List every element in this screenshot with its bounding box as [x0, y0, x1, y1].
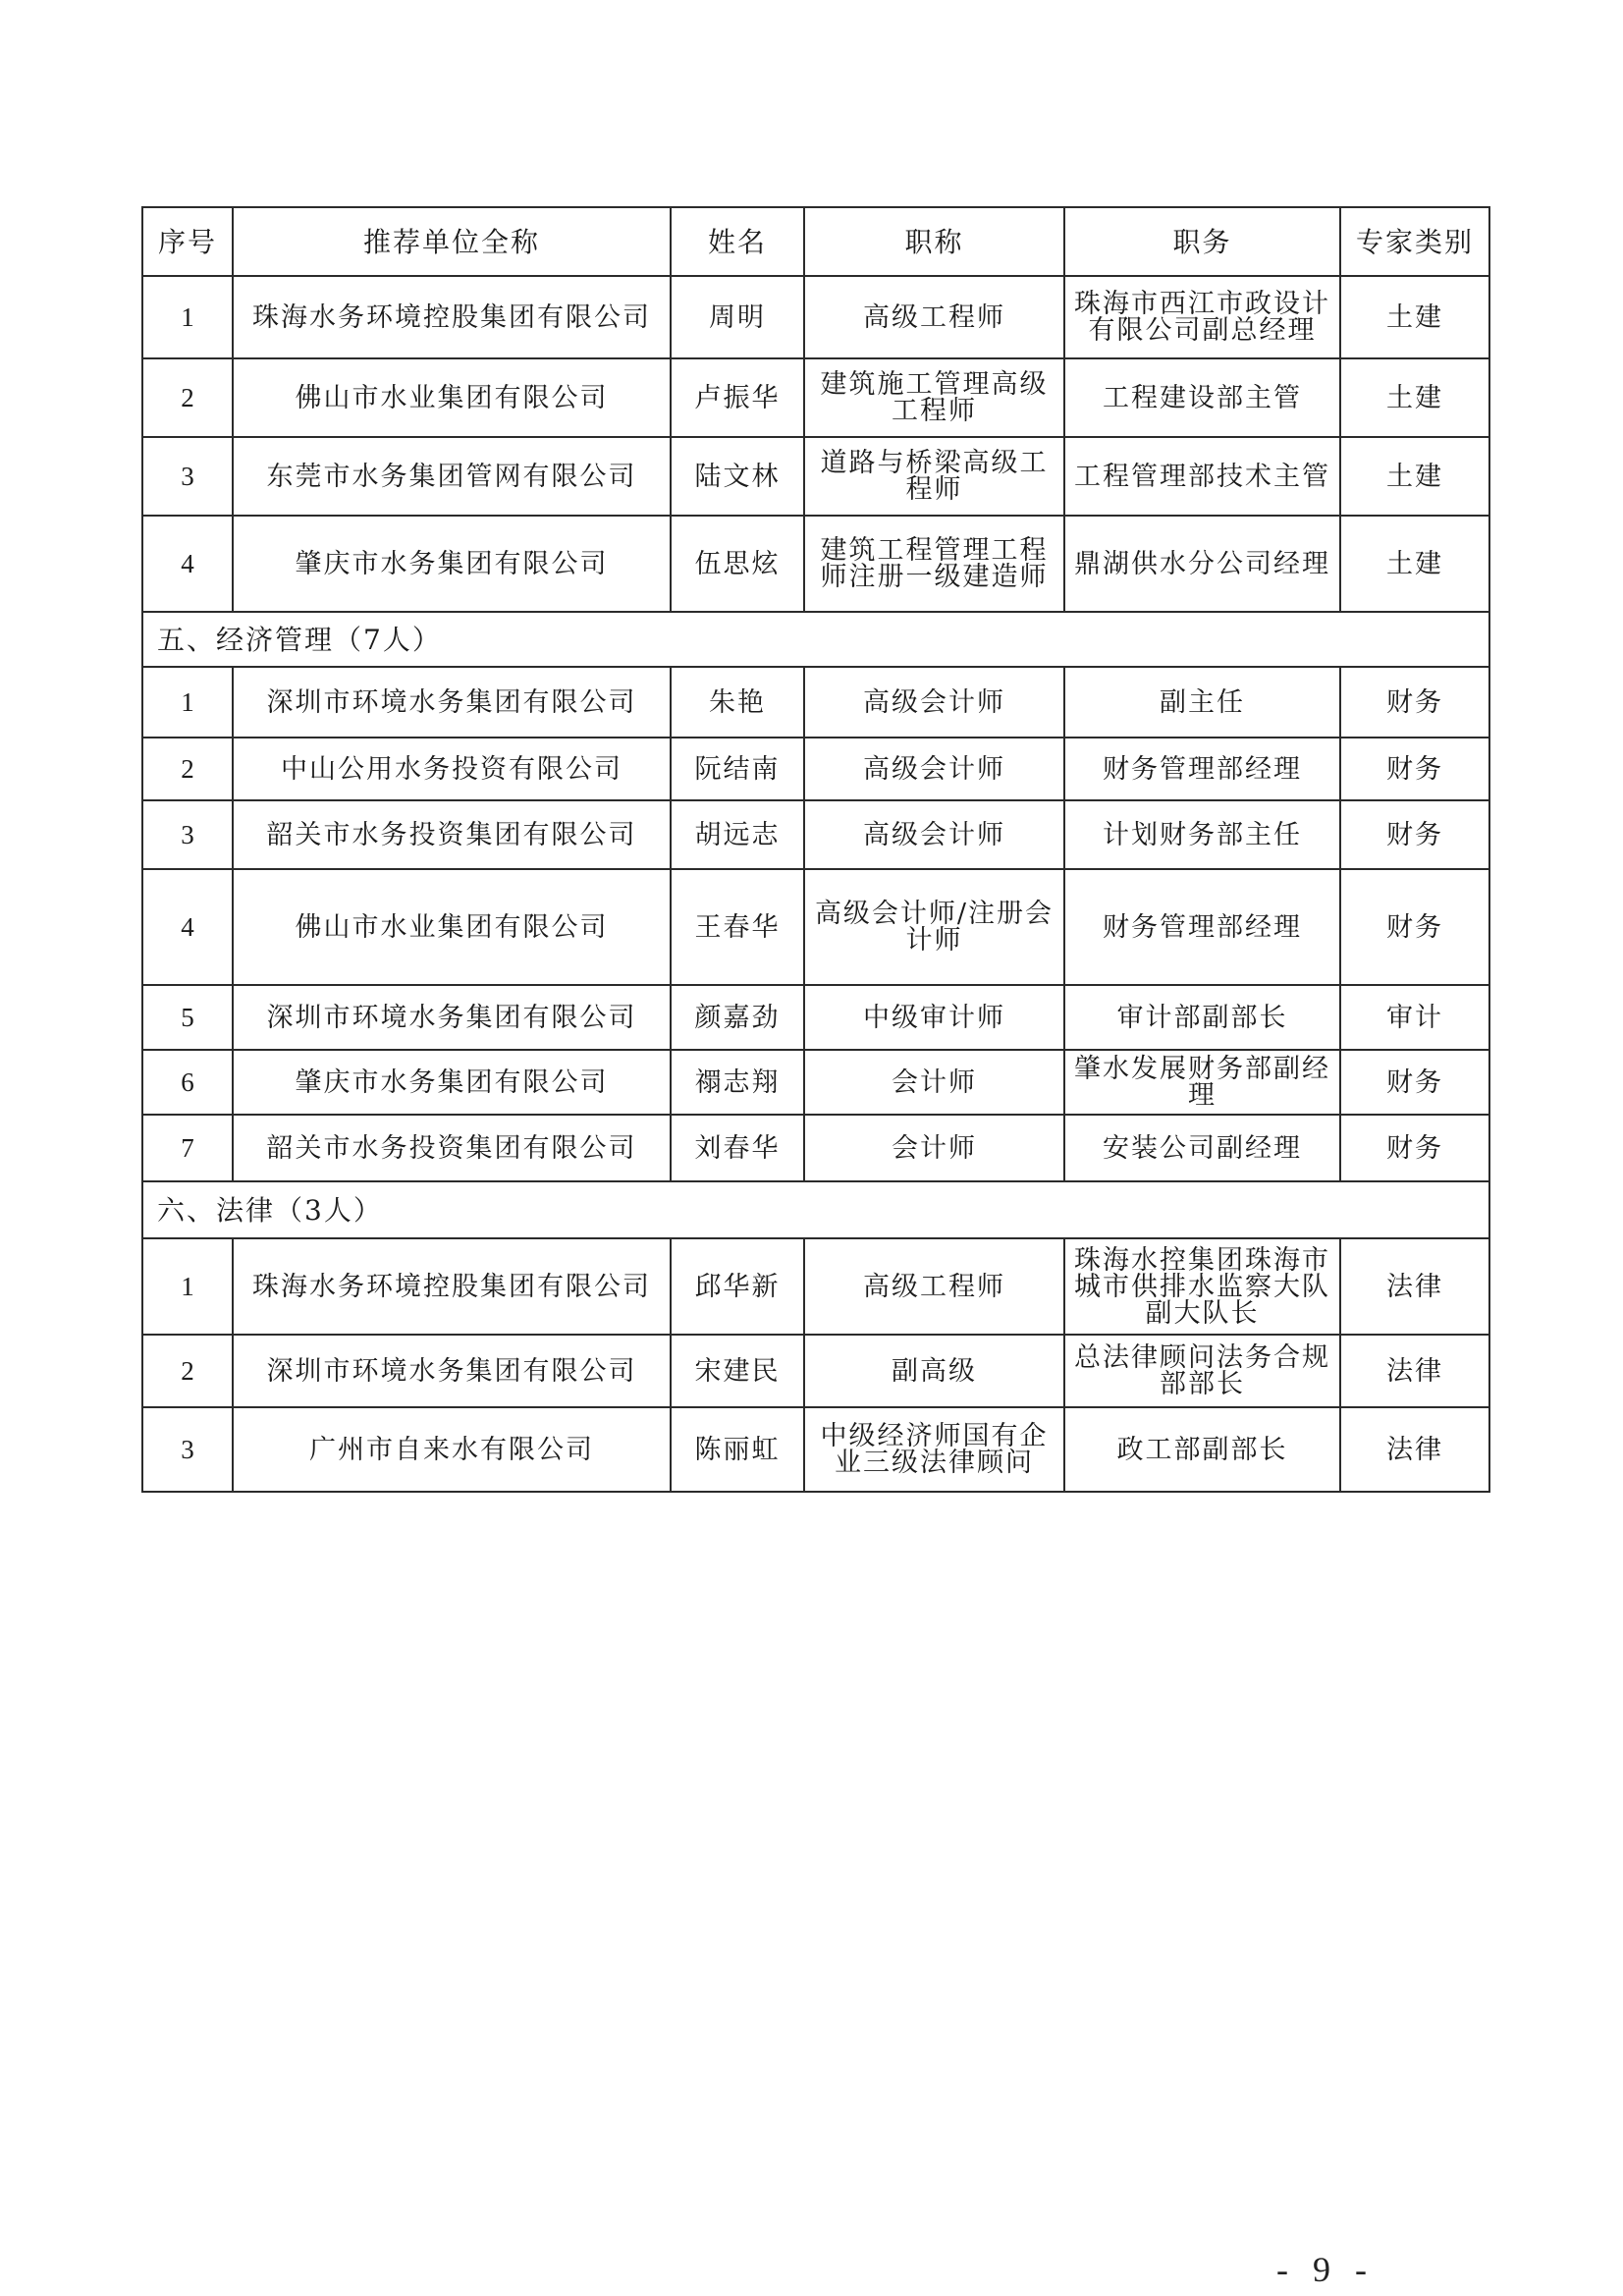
cell-post: 安装公司副经理 [1064, 1115, 1340, 1181]
cell-no: 2 [142, 358, 233, 437]
cell-name: 阮结南 [671, 738, 804, 800]
cell-no: 7 [142, 1115, 233, 1181]
col-header-title: 职称 [804, 207, 1064, 276]
page-number: - 9 - [1276, 2250, 1375, 2289]
cell-title: 高级会计师 [804, 738, 1064, 800]
cell-title: 高级工程师 [804, 1238, 1064, 1335]
table-row [142, 276, 1489, 358]
cell-org: 韶关市水务投资集团有限公司 [233, 1115, 671, 1181]
cell-post: 工程建设部主管 [1064, 358, 1340, 437]
cell-title: 副高级 [804, 1335, 1064, 1407]
cell-org: 深圳市环境水务集团有限公司 [233, 985, 671, 1050]
cell-category: 法律 [1340, 1407, 1489, 1492]
cell-category: 土建 [1340, 516, 1489, 612]
cell-org: 珠海水务环境控股集团有限公司 [233, 276, 671, 358]
cell-org: 佛山市水业集团有限公司 [233, 869, 671, 985]
cell-org: 肇庆市水务集团有限公司 [233, 516, 671, 612]
cell-category: 审计 [1340, 985, 1489, 1050]
cell-title: 中级审计师 [804, 985, 1064, 1050]
cell-category: 土建 [1340, 276, 1489, 358]
cell-title: 高级会计师 [804, 667, 1064, 738]
section-title: 六、法律（3人） [142, 1181, 1489, 1238]
col-header-name: 姓名 [671, 207, 804, 276]
cell-title: 建筑工程管理工程师注册一级建造师 [804, 516, 1064, 612]
cell-name: 卢振华 [671, 358, 804, 437]
cell-category: 土建 [1340, 437, 1489, 516]
cell-no: 4 [142, 869, 233, 985]
cell-category: 财务 [1340, 1115, 1489, 1181]
cell-org: 深圳市环境水务集团有限公司 [233, 1335, 671, 1407]
cell-no: 6 [142, 1050, 233, 1115]
cell-post: 副主任 [1064, 667, 1340, 738]
cell-category: 财务 [1340, 800, 1489, 869]
cell-post: 肇水发展财务部副经理 [1064, 1050, 1340, 1115]
table-row [142, 667, 1489, 738]
cell-category: 财务 [1340, 667, 1489, 738]
cell-post: 政工部副部长 [1064, 1407, 1340, 1492]
cell-no: 3 [142, 1407, 233, 1492]
cell-post: 珠海水控集团珠海市城市供排水监察大队副大队长 [1064, 1238, 1340, 1335]
cell-name: 王春华 [671, 869, 804, 985]
table-row [142, 869, 1489, 985]
table-row [142, 1115, 1489, 1181]
section-row-law [142, 1181, 1489, 1238]
cell-title: 建筑施工管理高级工程师 [804, 358, 1064, 437]
cell-name: 颜嘉劲 [671, 985, 804, 1050]
table-row [142, 1407, 1489, 1492]
cell-post: 总法律顾问法务合规部部长 [1064, 1335, 1340, 1407]
cell-name: 胡远志 [671, 800, 804, 869]
cell-org: 广州市自来水有限公司 [233, 1407, 671, 1492]
cell-name: 陆文林 [671, 437, 804, 516]
cell-name: 陈丽虹 [671, 1407, 804, 1492]
cell-title: 会计师 [804, 1050, 1064, 1115]
cell-org: 韶关市水务投资集团有限公司 [233, 800, 671, 869]
cell-no: 1 [142, 667, 233, 738]
cell-org: 珠海水务环境控股集团有限公司 [233, 1238, 671, 1335]
table-row [142, 1335, 1489, 1407]
expert-table [141, 206, 1490, 1493]
cell-post: 审计部副部长 [1064, 985, 1340, 1050]
table-row [142, 985, 1489, 1050]
cell-post: 财务管理部经理 [1064, 869, 1340, 985]
cell-org: 深圳市环境水务集团有限公司 [233, 667, 671, 738]
cell-title: 高级会计师 [804, 800, 1064, 869]
cell-title: 中级经济师国有企业三级法律顾问 [804, 1407, 1064, 1492]
cell-title: 高级工程师 [804, 276, 1064, 358]
cell-org: 佛山市水业集团有限公司 [233, 358, 671, 437]
cell-org: 东莞市水务集团管网有限公司 [233, 437, 671, 516]
table-row [142, 738, 1489, 800]
table-row [142, 516, 1489, 612]
section-row-economy [142, 612, 1489, 667]
cell-name: 禤志翔 [671, 1050, 804, 1115]
cell-category: 财务 [1340, 869, 1489, 985]
cell-name: 伍思炫 [671, 516, 804, 612]
cell-title: 高级会计师/注册会计师 [804, 869, 1064, 985]
table-row [142, 1050, 1489, 1115]
cell-no: 2 [142, 1335, 233, 1407]
table-row [142, 800, 1489, 869]
section-title: 五、经济管理（7人） [142, 612, 1489, 667]
cell-name: 宋建民 [671, 1335, 804, 1407]
cell-name: 朱艳 [671, 667, 804, 738]
table-row [142, 437, 1489, 516]
table-row [142, 1238, 1489, 1335]
cell-category: 法律 [1340, 1238, 1489, 1335]
cell-category: 法律 [1340, 1335, 1489, 1407]
cell-category: 财务 [1340, 738, 1489, 800]
table-row [142, 358, 1489, 437]
cell-post: 珠海市西江市政设计有限公司副总经理 [1064, 276, 1340, 358]
cell-no: 1 [142, 1238, 233, 1335]
cell-no: 3 [142, 437, 233, 516]
col-header-category: 专家类别 [1340, 207, 1489, 276]
cell-category: 财务 [1340, 1050, 1489, 1115]
col-header-no: 序号 [142, 207, 233, 276]
cell-no: 2 [142, 738, 233, 800]
cell-name: 邱华新 [671, 1238, 804, 1335]
cell-org: 肇庆市水务集团有限公司 [233, 1050, 671, 1115]
cell-title: 道路与桥梁高级工程师 [804, 437, 1064, 516]
cell-post: 工程管理部技术主管 [1064, 437, 1340, 516]
cell-no: 5 [142, 985, 233, 1050]
cell-post: 鼎湖供水分公司经理 [1064, 516, 1340, 612]
cell-title: 会计师 [804, 1115, 1064, 1181]
cell-org: 中山公用水务投资有限公司 [233, 738, 671, 800]
cell-name: 刘春华 [671, 1115, 804, 1181]
cell-post: 财务管理部经理 [1064, 738, 1340, 800]
cell-no: 1 [142, 276, 233, 358]
cell-post: 计划财务部主任 [1064, 800, 1340, 869]
cell-no: 3 [142, 800, 233, 869]
cell-no: 4 [142, 516, 233, 612]
col-header-org: 推荐单位全称 [233, 207, 671, 276]
table-header-row [142, 207, 1489, 276]
cell-name: 周明 [671, 276, 804, 358]
col-header-post: 职务 [1064, 207, 1340, 276]
cell-category: 土建 [1340, 358, 1489, 437]
